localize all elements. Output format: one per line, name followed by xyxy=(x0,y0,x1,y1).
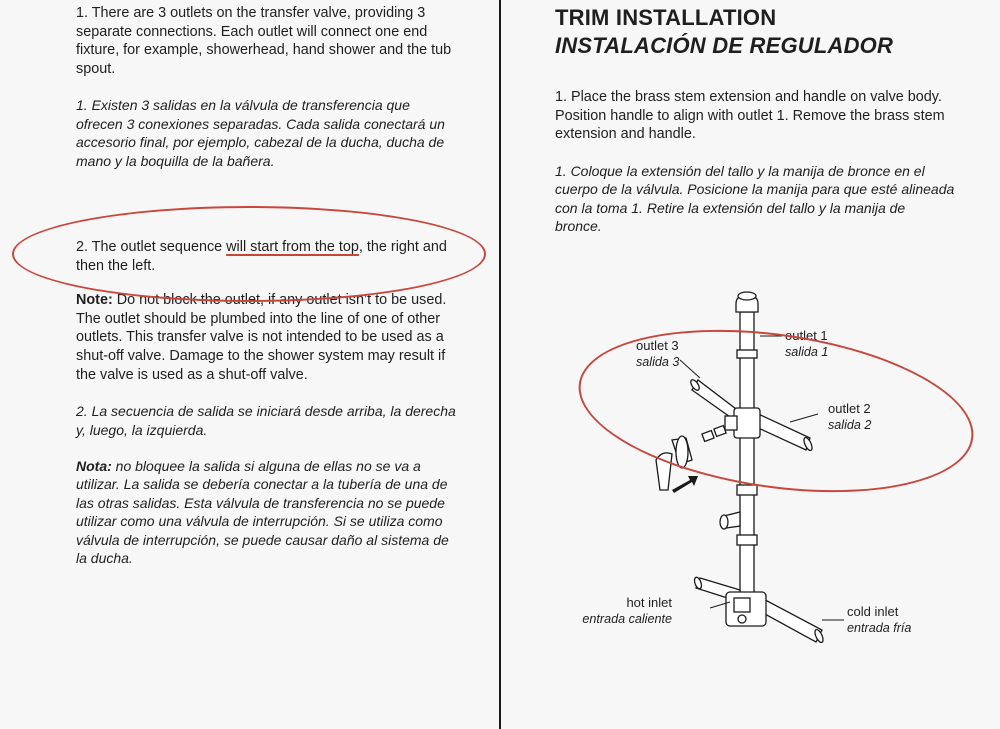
outlet1-es: salida 1 xyxy=(785,345,829,359)
transfer-valve-body xyxy=(734,408,760,438)
cold-inlet-es: entrada fría xyxy=(847,621,912,635)
trim-step-es: 1. Coloque la extensión del tallo y la manija de bronce en el cuerpo de la válvula. Posicione la manija para que esté alineada con la toma 1. Retire la extensión del tallo y la manija de bronce. xyxy=(555,162,955,234)
sequence-paragraph-es: 2. La secuencia de salida se iniciará desde arriba, la derecha y, luego, la izquierda. xyxy=(76,403,456,438)
column-divider xyxy=(499,0,501,729)
stem-extension xyxy=(702,431,714,442)
hot-inlet-es: entrada caliente xyxy=(582,612,672,626)
left-column xyxy=(76,4,456,567)
hot-inlet-label xyxy=(574,595,672,627)
outlet3-es: salida 3 xyxy=(636,355,680,369)
outlet3-label xyxy=(636,338,679,370)
outlet2-label xyxy=(828,401,871,433)
outlet2-pipe xyxy=(754,412,810,450)
outlets-paragraph-es: 1. Existen 3 salidas en la válvula de transferencia que ofrecen 3 conexiones separadas. Cada salida conectará un accesorio final, por ejemplo, cabezal de la ducha, ducha de mano y la boquilla de la bañera. xyxy=(76,97,445,169)
sequence-paragraph-en xyxy=(76,238,456,275)
hot-inlet-en: hot inlet xyxy=(626,595,672,610)
note-paragraph-es xyxy=(76,457,456,567)
nota-text: no bloquee la salida si alguna de ellas no se va a utilizar. La salida se debería conectar a la tubería de una de las otras salidas. Esta válvula de transferencia no se puede utilizar como una válvula de interrupción. Si se utiliza como válvula de interrupción, se puede causar daño al sistema de la ducha. xyxy=(76,457,449,566)
outlets-paragraph-en: 1. There are 3 outlets on the transfer valve, providing 3 separate connections. Each outlet will connect one end fixture, for example, showerhead, hand shower and the tub spout. xyxy=(76,5,452,77)
outlet2-en: outlet 2 xyxy=(828,401,871,416)
outlet1-en: outlet 1 xyxy=(785,328,828,343)
section-heading-en: TRIM INSTALLATION xyxy=(555,5,777,30)
outlet1-label xyxy=(785,328,828,360)
nota-label: Nota: xyxy=(76,457,112,474)
sequence-text-end: , the right and then the left. xyxy=(76,239,447,274)
note-text: Do not block the outlet, if any outlet isn’t to be used. The outlet should be plumbed into the line of one of other outlets. This transfer valve is not intended to be used as a shut-off valve. Damage to the shower system may result if the valve is used as a shut-off valve. xyxy=(76,292,447,383)
cold-inlet-label xyxy=(847,604,911,636)
section-heading-es: INSTALACIÓN DE REGULADOR xyxy=(555,33,894,58)
install-direction-arrow xyxy=(672,476,698,493)
trim-step-en: 1. Place the brass stem extension and handle on valve body. Position handle to align with outlet 1. Remove the brass stem extension and handle. xyxy=(555,89,945,143)
cold-inlet-en: cold inlet xyxy=(847,604,899,619)
note-label: Note: xyxy=(76,292,113,309)
right-column xyxy=(555,4,955,235)
sequence-text-start: 2. The outlet sequence xyxy=(76,239,227,255)
outlet2-es: salida 2 xyxy=(828,418,872,432)
note-paragraph-en xyxy=(76,291,456,384)
sequence-underlined-text: will start from the top xyxy=(226,239,359,255)
outlet3-en: outlet 3 xyxy=(636,338,679,353)
riser-collar xyxy=(737,350,757,358)
